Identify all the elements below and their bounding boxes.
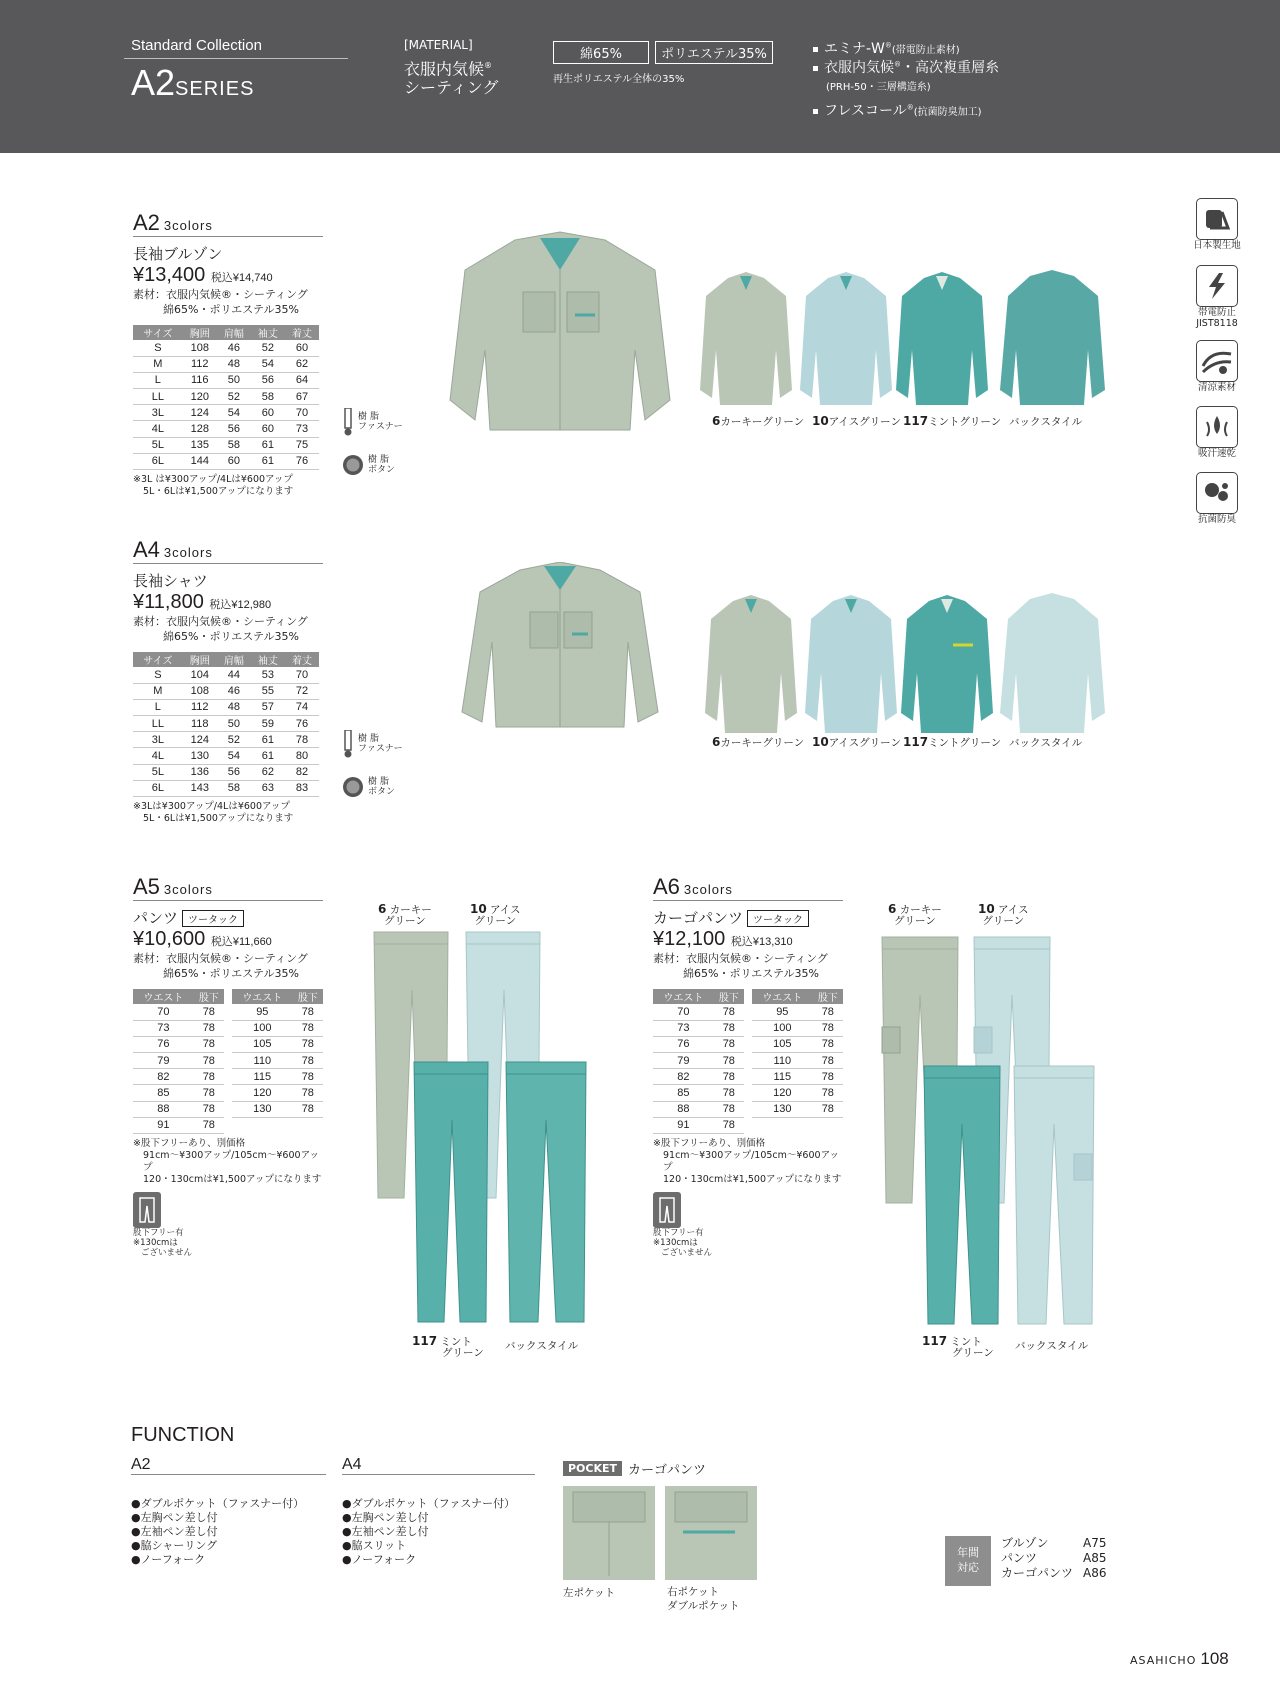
feature-3: フレスコール®(抗菌防臭加工) [813,100,982,120]
product-name: 長袖ブルゾン [133,245,223,263]
series-title [131,62,254,104]
model-code: A5 3colors [133,874,213,899]
list-item: ●左袖ペン差し付 [342,1525,429,1538]
a6-caption-ice: 10 アイス グリーン [978,902,1029,927]
right-pocket-caption: 右ポケット ダブルポケット [667,1586,740,1612]
list-item: ●ノーフォーク [342,1553,417,1566]
a2-zip-trim: 樹 脂 ファスナー [342,408,403,436]
product-name: 長袖シャツ [133,572,208,590]
a6-back-photo [1010,1064,1098,1326]
a4-khaki-photo [705,593,797,736]
a5-back-photo [502,1060,590,1325]
a4-caption-ice: 10アイスグリーン [812,735,901,749]
model-code: A4 3colors [133,537,213,562]
fabric-cotton: 綿65% [553,41,649,64]
material-tag: [MATERIAL] [404,38,473,52]
table-row: 85 78 120 78 [653,1085,843,1101]
season-list [1001,1536,1106,1581]
a4-main-photo [460,562,660,732]
product-price: ¥10,600 税込¥11,660 [133,928,272,950]
feature-2: 衣服内気候®・高次複重層糸 [813,57,999,77]
a2-button-trim: 樹 脂 ボタン [342,454,395,476]
product-name: パンツ ツータック [133,907,323,928]
feature-2-sub: (PRH-50・三層構造糸) [826,82,931,93]
table-row: 3L 124 52 61 78 [133,732,319,748]
left-pocket-photo [563,1486,655,1580]
a2-caption-ice: 10アイスグリーン [812,414,901,428]
table-row: 5L 135 58 61 75 [133,437,319,453]
table-row: S 108 46 52 60 [133,340,319,356]
table-row: 91 78 [653,1117,843,1133]
material-line-2: 綿65%・ポリエステル35% [163,303,299,316]
size-table [133,652,319,797]
table-row: 73 78 100 78 [133,1020,323,1036]
a4-caption-back: バックスタイル [1009,737,1083,749]
table-row: 91 78 [133,1117,323,1133]
a5-caption-back: バックスタイル [505,1340,579,1352]
right-pocket-photo [665,1486,757,1580]
pocket-tag: POCKET [563,1461,622,1476]
table-row: 5L 136 56 62 82 [133,764,319,780]
pocket-title: カーゴパンツ [628,1463,707,1478]
button-icon [342,776,364,798]
header-divider [124,58,348,59]
material-line-1: 素材：衣服内気候®・シーティング [133,952,308,965]
inseam-note-2: 91cm～¥300アップ/105cm～¥600アップ [143,1150,319,1173]
a5-info: A5 3colors パンツ ツータック ¥10,600 税込¥11,660 素材：衣服内気候®・シーティング 綿65%・ポリエステル35% ウエスト 股下 ウエスト 股下 70 78 95 78 73 78 100 78 76 78 105 78 79 78 110 78 82 78 115 78 85 78 120 78 88 78 130 78 91 78 ※股下フリーあり、別価格 91cm～¥300アップ/105cm～¥600アップ 120・130cmは¥1,500アップになります 股下フリー有 ※130cmは ございません [133,874,322,1258]
list-item: ●ダブルポケット（ファスナー付） [342,1497,516,1510]
inseam-note-3: 120・130cmは¥1,500アップになります [143,1174,322,1185]
a4-zip-trim: 樹 脂 ファスナー [342,730,403,758]
list-item: ●ノーフォーク [131,1553,206,1566]
a2-ice-photo [800,270,892,415]
table-header-row: ウエスト 股下 ウエスト 股下 [133,989,323,1004]
a4-info [133,537,323,825]
table-row: 82 78 115 78 [133,1069,323,1085]
a5-mint-photo [410,1060,492,1325]
a2-mint-photo [896,270,988,415]
function-title: FUNCTION [131,1424,235,1446]
table-row: 85 78 120 78 [133,1085,323,1101]
season-badge: 年間 対応 [945,1536,991,1586]
left-pocket-caption: 左ポケット [563,1587,615,1599]
tuck-tag: ツータック [182,910,244,927]
a4-ice-photo [805,593,897,736]
feature-1: エミナ-W®(帯電防止素材) [813,38,960,58]
list-item: ●左胸ペン差し付 [342,1511,429,1524]
size-table [133,325,319,470]
a4-button-trim: 樹 脂 ボタン [342,776,395,798]
table-row: S 104 44 53 70 [133,667,319,683]
list-item: ●ダブルポケット（ファスナー付） [131,1497,305,1510]
table-row: 6L 144 60 61 76 [133,453,319,469]
size-table [133,989,323,1134]
a6-mint-photo [920,1064,1004,1326]
table-row: 4L 128 56 60 73 [133,421,319,437]
table-row: 79 78 110 78 [133,1053,323,1069]
table-row: 88 78 130 78 [133,1101,323,1117]
page-footer [1130,1649,1229,1669]
list-item: パンツ A85 [1001,1551,1107,1565]
material-line-1: 素材：衣服内気候®・シーティング [653,952,828,965]
table-header-row: サイズ 胸囲 肩幅 袖丈 着丈 [133,325,319,340]
list-item: ●左胸ペン差し付 [131,1511,218,1524]
series-code: A2 [131,62,176,103]
table-row: 70 78 95 78 [133,1004,323,1020]
product-price: ¥11,800 税込¥12,980 [133,591,272,613]
product-price: ¥12,100 税込¥13,310 [653,928,793,950]
antibacterial-icon [1196,472,1238,514]
fabric-polyester: ポリエステル35% [655,41,773,64]
product-name: カーゴパンツ ツータック [653,907,843,928]
function-a2: A2 ●ダブルポケット（ファスナー付） ●左胸ペン差し付 ●左袖ペン差し付 ●脇シャーリング ●ノーフォーク [131,1456,326,1567]
table-row: LL 118 50 59 76 [133,716,319,732]
size-table [653,989,843,1134]
antibacterial-badge: 抗菌防臭 [1186,472,1248,538]
antistatic-badge: 帯電防止 JIST8118 [1186,265,1248,340]
japan-made-icon [1196,198,1238,240]
a2-caption-khaki: 6カーキーグリーン [712,414,805,428]
material-line-2: 綿65%・ポリエステル35% [163,630,299,643]
free-inseam-label: 股下フリー有 [653,1228,704,1238]
a6-info: A6 3colors カーゴパンツ ツータック ¥12,100 税込¥13,310 素材：衣服内気候®・シーティング 綿65%・ポリエステル35% ウエスト 股下 ウエスト 股下 70 78 95 78 73 78 100 78 76 78 105 78 79 78 110 78 82 78 115 78 85 78 120 78 88 78 130 78 91 78 ※股下フリーあり、別価格 91cm～¥300アップ/105cm～¥600アップ 120・130cmは¥1,500アップになります 股下フリー有 ※130cmは ございません [653,874,842,1258]
cooling-badge: 清涼素材 [1186,340,1248,406]
a5-caption-ice: 10 アイス グリーン [470,902,521,927]
list-item: ブルゾン A75 [1001,1536,1107,1550]
model-code: A2 3colors [133,210,213,235]
a6-caption-mint: 117 ミント グリーン [922,1334,994,1359]
a4-caption-khaki: 6カーキーグリーン [712,735,805,749]
table-row: L 112 48 57 74 [133,699,319,715]
feature-icons [1186,198,1248,538]
size-note-2: 5L・6Lは¥1,500アップになります [143,813,294,824]
table-row: M 108 46 55 72 [133,683,319,699]
table-header-row: サイズ 胸囲 肩幅 袖丈 着丈 [133,652,319,667]
a5-caption-mint: 117 ミント グリーン [412,1334,484,1359]
a2-back-photo [1000,270,1105,415]
list-item: ●脇シャーリング [131,1539,218,1552]
pocket-header [563,1459,706,1478]
a2-caption-back: バックスタイル [1009,416,1083,428]
inseam-note: ※股下フリーあり、別価格 [133,1138,246,1149]
table-row: 88 78 130 78 [653,1101,843,1117]
series-header [0,0,1280,153]
material-line-2: 綿65%・ポリエステル35% [163,967,299,980]
table-header-row: ウエスト 股下 ウエスト 股下 [653,989,843,1004]
sweat-icon [1196,406,1238,448]
tuck-tag: ツータック [747,910,809,927]
free-inseam-icon [133,1192,161,1228]
a5-caption-khaki: 6 カーキー グリーン [378,902,432,927]
a2-info [133,210,323,498]
size-note: ※3Lは¥300アップ/4Lは¥600アップ [133,801,290,812]
series-word: SERIES [175,78,255,100]
table-row: 4L 130 54 61 80 [133,748,319,764]
sweat-badge: 吸汗速乾 [1186,406,1248,472]
size-note: ※3L は¥300アップ/4Lは¥600アップ [133,474,293,485]
cooling-icon [1196,340,1238,382]
table-row: 70 78 95 78 [653,1004,843,1020]
list-item: ●脇スリット [342,1539,407,1552]
table-row: M 112 48 54 62 [133,356,319,372]
table-row: 6L 143 58 63 83 [133,780,319,796]
material-line-2: 綿65%・ポリエステル35% [683,967,819,980]
a6-caption-khaki: 6 カーキー グリーン [888,902,942,927]
material-name: 衣服内気候® シーティング [404,59,499,98]
material-line-1: 素材：衣服内気候®・シーティング [133,615,308,628]
model-code: A6 3colors [653,874,733,899]
antistatic-icon [1196,265,1238,307]
brand-name: ASAHICHO [1130,1654,1197,1667]
table-row: LL 120 52 58 67 [133,389,319,405]
table-row: L 116 50 56 64 [133,372,319,388]
list-item: カーゴパンツ A86 [1001,1566,1107,1580]
a4-caption-mint: 117ミントグリーン [903,735,1002,749]
collection-label: Standard Collection [131,37,262,54]
table-row: 3L 124 54 60 70 [133,405,319,421]
table-row: 76 78 105 78 [133,1036,323,1052]
material-line-1: 素材：衣服内気候®・シーティング [133,288,308,301]
table-row: 82 78 115 78 [653,1069,843,1085]
button-icon [342,454,364,476]
table-row: 73 78 100 78 [653,1020,843,1036]
function-a4: A4 ●ダブルポケット（ファスナー付） ●左胸ペン差し付 ●左袖ペン差し付 ●脇スリット ●ノーフォーク [342,1456,535,1567]
free-inseam-label: 股下フリー有 [133,1228,184,1238]
zipper-icon [342,730,354,758]
a2-main-photo [445,230,675,455]
inseam-note: ※股下フリーあり、別価格 [653,1138,766,1149]
table-row: 76 78 105 78 [653,1036,843,1052]
a4-mint-photo [901,593,993,736]
product-price: ¥13,400 税込¥14,740 [133,264,273,286]
zipper-icon [342,408,354,436]
free-inseam-icon [653,1192,681,1228]
size-note-2: 5L・6Lは¥1,500アップになります [143,486,294,497]
inseam-note-3: 120・130cmは¥1,500アップになります [663,1174,842,1185]
list-item: ●左袖ペン差し付 [131,1525,218,1538]
page-number: 108 [1200,1649,1229,1668]
a4-back-photo [1000,593,1105,736]
a6-caption-back: バックスタイル [1015,1340,1089,1352]
a2-khaki-photo [700,270,792,415]
table-row: 79 78 110 78 [653,1053,843,1069]
inseam-note-2: 91cm～¥300アップ/105cm～¥600アップ [663,1150,839,1173]
a2-caption-mint: 117ミントグリーン [903,414,1002,428]
recycled-note: 再生ポリエステル全体の35% [553,74,685,85]
japan-made-badge: 日本製生地 [1186,198,1248,261]
